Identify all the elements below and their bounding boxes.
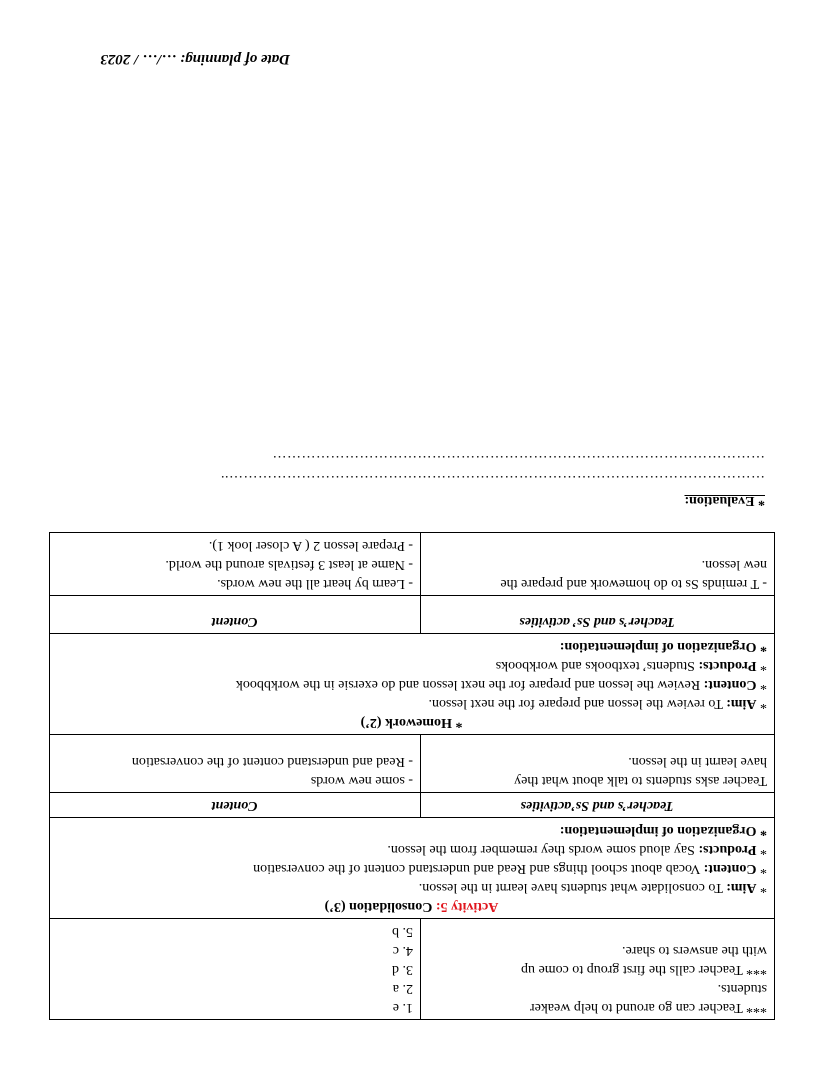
practice-teacher-cell [421,919,775,1020]
activity5-content-label: Content: [703,861,757,876]
homework-left-line-1: - T reminds Ss to do homework and prepare the [500,576,767,591]
homework-right-line-3: - Prepare lesson 2 ( A closer look 1). [208,538,413,553]
homework-organization: * Organization of implementation: [559,639,767,654]
evaluation-title: * Evaluation: [684,493,765,508]
homework-right-line-2: - Name at least 3 festivals around the world. [165,557,413,572]
activity5-body-row [50,735,775,793]
practice-left-line-4: with the answers to share. [621,943,767,958]
activity5-content-cell [50,735,421,793]
answer-1: 1. e [392,1000,413,1015]
homework-aim-label: Aim: [726,696,757,711]
practice-left-line-3: *** Teacher calls the first group to come up [520,962,767,977]
activity5-aim-label: Aim: [726,880,757,895]
date-of-planning: Date of planning: …/… / 2023 [100,51,290,67]
activity5-content-text: Vocab about school things and Read and understand content of the conversation [253,861,701,876]
homework-info-row [50,634,775,735]
activity5-right-line-1: - some new words [310,773,413,788]
homework-right-line-1: - Learn by heart all the new words. [217,576,413,591]
homework-title: * Homework (2’) [360,715,463,730]
homework-col-activities: Teacher’s and Ss’ activities [421,596,775,634]
homework-products-label: Products: [698,658,757,673]
practice-answers-cell [50,919,421,1020]
activity5-aim-text: To consolidate what students have learnt in the lesson. [418,880,723,895]
evaluation-section [65,449,765,508]
activity5-products: * Products: Say aloud some words they remember from the lesson. [387,842,767,857]
answer-3: 3. d [392,962,413,977]
activity5-left-line-1: Teacher asks students to talk about what they [514,773,767,788]
practice-left-line-2: students. [717,981,767,996]
homework-info-cell [50,634,775,735]
homework-left-line-2: new lesson. [701,557,767,572]
homework-products-text: Students’ textbooks and workbooks [495,658,695,673]
homework-col-content: Content [50,596,421,634]
answer-5: 5. b [392,924,413,939]
activity5-col-content: Content [50,793,421,818]
practice-answers-row [50,919,775,1020]
homework-content-text: Review the lesson and prepare for the next lesson and do exersie in the workbbook [235,677,701,692]
activity5-label: Activity 5: [435,899,499,914]
homework-header-row [50,596,775,634]
homework-teacher-cell [421,533,775,596]
activity5-left-line-2: have learnt in the lesson. [628,754,767,769]
activity5-right-line-2: - Read and understand content of the conversation [131,754,413,769]
homework-content: * Content: Review the lesson and prepare for the next lesson and do exersie in the workbbook [235,677,767,692]
activity5-aim: * Aim: To consolidate what students have learnt in the lesson. [418,880,767,895]
answer-4: 4. c [392,943,413,958]
activity5-col-activities: Teacher’s and Ss’activities [421,793,775,818]
activity5-organization: * Organization of implementation: [559,823,767,838]
activity5-header-row [50,793,775,818]
lesson-plan-table [49,532,775,1020]
homework-aim: * Aim: To review the lesson and prepare for the next lesson. [428,696,767,711]
homework-products: * Products: Students’ textbooks and workbooks [495,658,767,673]
activity5-title-text: Consolidation (3’) [324,899,433,914]
activity5-content: * Content: Vocab about school things and Read and understand content of the conversation [253,861,767,876]
practice-left-line-1: *** Teacher can go around to help weaker [529,1000,767,1015]
homework-content-cell [50,533,421,596]
homework-aim-text: To review the lesson and prepare for the next lesson. [428,696,723,711]
evaluation-line-2: ………………………………………………………………………………………… [272,452,765,467]
homework-content-label: Content: [703,677,757,692]
activity5-title [56,897,767,916]
activity5-products-label: Products: [698,842,757,857]
homework-body-row [50,533,775,596]
activity5-teacher-cell [421,735,775,793]
activity5-info-cell [50,818,775,919]
activity5-info-row [50,818,775,919]
evaluation-line-1: ………………………………………………………………………………………………….. [220,472,765,487]
answer-2: 2. a [392,981,413,996]
activity5-products-text: Say aloud some words they remember from the lesson. [387,842,695,857]
